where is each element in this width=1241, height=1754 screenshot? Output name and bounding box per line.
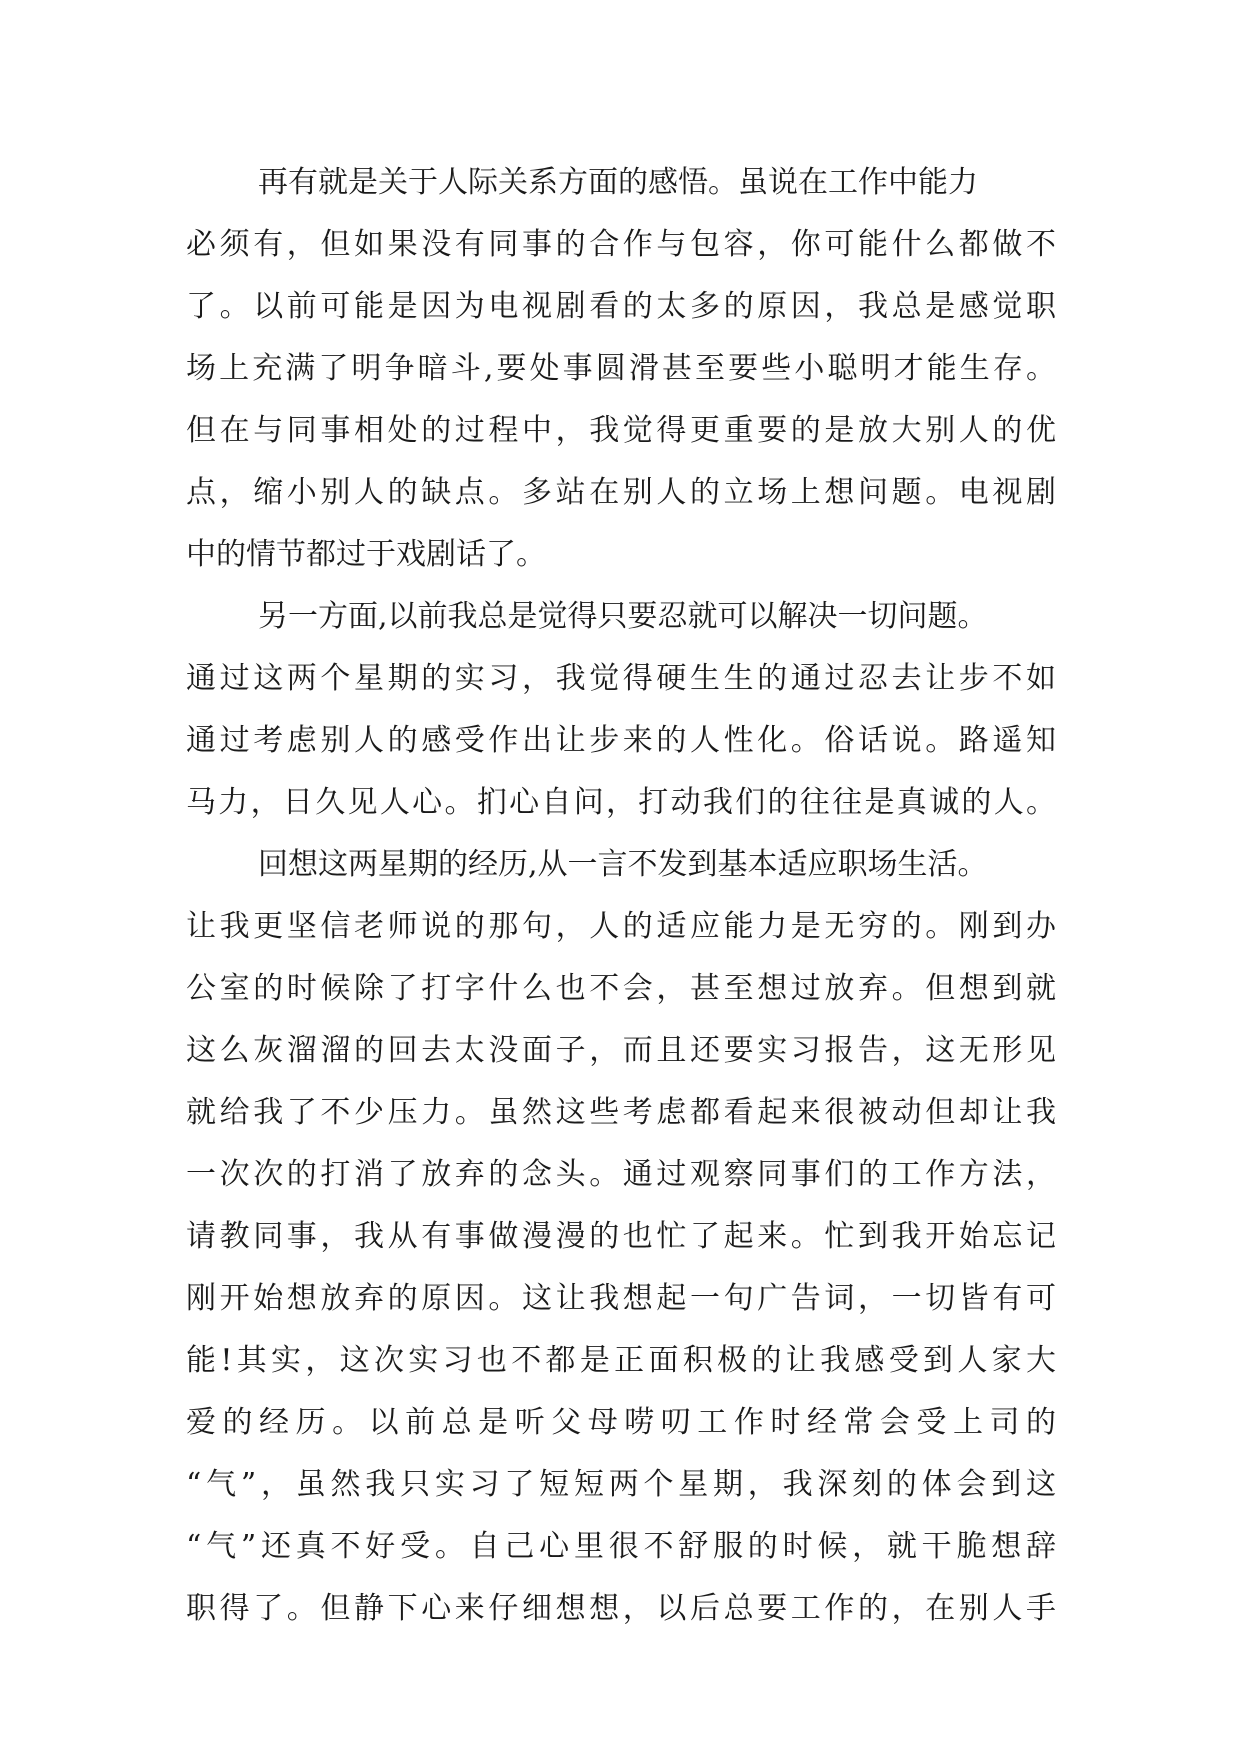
text-line: 爱的经历。以前总是听父母唠叨工作时经常会受上司的 — [186, 1405, 1056, 1440]
text-line: 这么灰溜溜的回去太没面子，而且还要实习报告，这无形见 — [186, 1033, 1056, 1068]
paragraph-first-line: 回想这两星期的经历,从一言不发到基本适应职场生活。 — [258, 847, 988, 882]
text-line: 但在与同事相处的过程中，我觉得更重要的是放大别人的优 — [186, 413, 1056, 448]
document-body — [186, 152, 1056, 1640]
text-line: “气”，虽然我只实习了短短两个星期，我深刻的体会到这 — [186, 1467, 1056, 1502]
paragraph-first-line: 另一方面,以前我总是觉得只要忍就可以解决一切问题。 — [258, 599, 988, 634]
text-line: 公室的时候除了打字什么也不会，甚至想过放弃。但想到就 — [186, 971, 1056, 1006]
text-line: 中的情节都过于戏剧话了。 — [186, 537, 546, 572]
text-line: 一次次的打消了放弃的念头。通过观察同事们的工作方法， — [186, 1157, 1056, 1192]
text-line: 刚开始想放弃的原因。这让我想起一句广告词，一切皆有可 — [186, 1281, 1056, 1316]
text-line: 马力，日久见人心。扪心自问，打动我们的往往是真诚的人。 — [186, 785, 1056, 820]
text-line: 通过这两个星期的实习，我觉得硬生生的通过忍去让步不如 — [186, 661, 1056, 696]
text-line: 能!其实，这次实习也不都是正面积极的让我感受到人家大 — [186, 1343, 1056, 1378]
paragraph-first-line: 再有就是关于人际关系方面的感悟。虽说在工作中能力 — [258, 165, 978, 200]
text-line: 点，缩小别人的缺点。多站在别人的立场上想问题。电视剧 — [186, 475, 1056, 510]
text-line: 请教同事，我从有事做漫漫的也忙了起来。忙到我开始忘记 — [186, 1219, 1056, 1254]
text-line: “气”还真不好受。自己心里很不舒服的时候，就干脆想辞 — [186, 1529, 1056, 1564]
text-line: 就给我了不少压力。虽然这些考虑都看起来很被动但却让我 — [186, 1095, 1056, 1130]
text-line: 了。以前可能是因为电视剧看的太多的原因，我总是感觉职 — [186, 289, 1056, 324]
text-line: 通过考虑别人的感受作出让步来的人性化。俗话说。路遥知 — [186, 723, 1056, 758]
text-line: 让我更坚信老师说的那句，人的适应能力是无穷的。刚到办 — [186, 909, 1056, 944]
text-line: 场上充满了明争暗斗,要处事圆滑甚至要些小聪明才能生存。 — [186, 351, 1056, 386]
text-line: 必须有，但如果没有同事的合作与包容，你可能什么都做不 — [186, 227, 1056, 262]
text-line: 职得了。但静下心来仔细想想，以后总要工作的，在别人手 — [186, 1591, 1056, 1626]
